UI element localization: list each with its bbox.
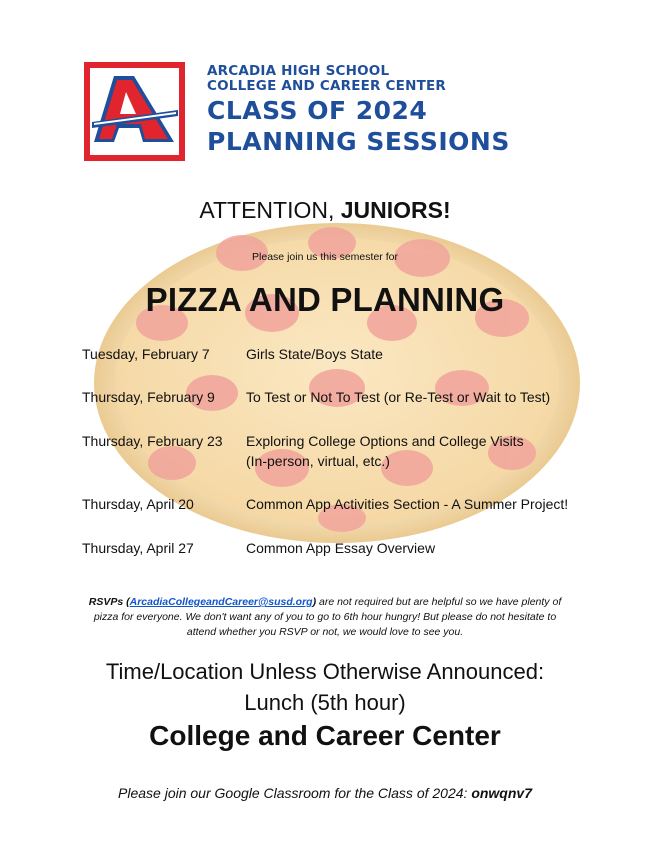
school-name: ARCADIA HIGH SCHOOL (207, 63, 390, 79)
session-date: Thursday, April 20 (82, 496, 194, 512)
session-topic-line2: (In-person, virtual, etc.) (246, 453, 390, 469)
classroom-note (0, 785, 650, 801)
session-topic: Common App Essay Overview (246, 540, 436, 556)
rsvp-label: RSVPs ( (88, 596, 130, 608)
session-date: Tuesday, February 7 (82, 346, 210, 362)
pizza-headline: PIZZA AND PLANNING (145, 281, 505, 318)
rsvp-email-link[interactable]: ArcadiaCollegeandCareer@susd.org (129, 596, 313, 608)
session-topic-line1: Exploring College Options and College Visits (246, 433, 524, 449)
school-logo (84, 62, 185, 161)
session-topic: Girls State/Boys State (246, 346, 383, 362)
session-date: Thursday, February 9 (82, 389, 215, 405)
attention-juniors: JUNIORS! (340, 197, 451, 223)
session-topic: Common App Activities Section - A Summer Project! (246, 496, 569, 512)
classroom-code: onwqnv7 (471, 785, 532, 801)
center-name: COLLEGE AND CAREER CENTER (207, 78, 447, 94)
location-heading: Time/Location Unless Otherwise Announced: (105, 659, 545, 684)
location-place: College and Career Center (149, 720, 501, 751)
session-date: Thursday, April 27 (82, 540, 194, 556)
sessions-title: PLANNING SESSIONS (207, 127, 510, 156)
rsvp-note (78, 595, 572, 640)
join-text: Please join us this semester for (252, 251, 398, 263)
rsvp-close: ) (312, 596, 317, 608)
class-title: CLASS OF 2024 (207, 96, 428, 125)
attention-prefix: ATTENTION, (199, 197, 341, 223)
session-date: Thursday, February 23 (82, 433, 223, 449)
attention-heading (0, 197, 650, 224)
session-topic (246, 431, 596, 471)
location-time: Lunch (5th hour) (244, 690, 406, 715)
school-header (207, 64, 510, 157)
session-topic: To Test or Not To Test (or Re-Test or Wait to Test) (246, 389, 551, 405)
classroom-text: Please join our Google Classroom for the Class of 2024: (118, 785, 472, 801)
rsvp-text: are not required but are helpful so we have plenty of pizza for everyone. We don't want any of you to go to 6th hour hungry! But please do not hesitate to attend whether you RSVP or not, we would love to see you. (93, 596, 562, 638)
